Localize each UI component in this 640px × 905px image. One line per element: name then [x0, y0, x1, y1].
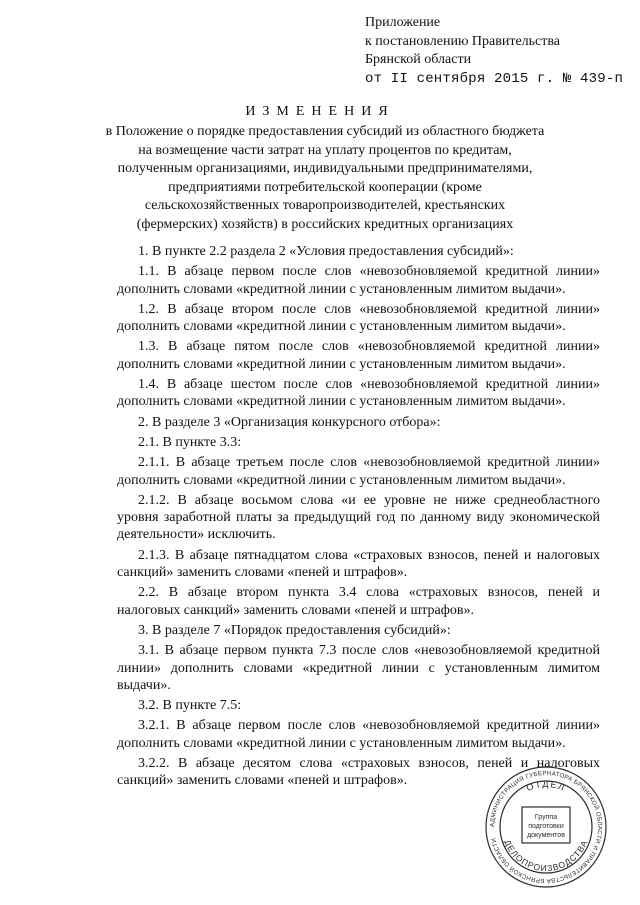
annex-region: Брянской области [365, 52, 472, 67]
paragraph: 3.2. В пункте 7.5: [138, 698, 242, 714]
stamp-center-line: подготовки [528, 823, 564, 830]
paragraph: 2.1.2. В абзаце восьмом слова «и ее уровне не ниже среднеобластного уровня заработной платы за предыдущий год по данному виду экономической деятельности» исключить. [117, 492, 600, 543]
annex-reference: к постановлению Правительства [365, 33, 561, 49]
annex-date-number: от II сентября 2015 г. № 439-п [365, 70, 624, 87]
paragraph: 1.2. В абзаце втором после слов «невозобновляемой кредитной линии» дополнить словами «кредитной линии с установленным лимитом выдачи». [117, 301, 600, 335]
office-stamp [484, 765, 608, 889]
paragraph: 2.1.1. В абзаце третьем после слов «невозобновляемой кредитной линии» дополнить словами «кредитной линии с установленным лимитом выдачи». [117, 455, 600, 488]
stamp-center-line: документов [527, 832, 565, 839]
paragraph: 1.4. В абзаце шестом после слов «невозобновляемой кредитной линии» дополнить словами «кредитной линии с установленным лимитом выдачи». [117, 377, 600, 410]
stamp-center-line: Группа [534, 814, 558, 821]
paragraph: 2.1.3. В абзаце пятнадцатом слова «страховых взносов, пеней и налоговых санкций» заменить словами «пеней и штрафов». [117, 547, 600, 581]
paragraph: 2.1. В пункте 3.3: [138, 434, 242, 450]
stamp-inner-top-text: ОТДЕЛ [524, 778, 568, 794]
stamp-inner-bottom-text: ДЕЛОПРОИЗВОДСТВА [502, 838, 590, 874]
paragraph: 3.2.1. В абзаце первом после слов «невозобновляемой кредитной линии» дополнить словами «кредитной линии с установленным лимитом выдачи». [117, 718, 600, 751]
document-body [117, 243, 600, 790]
paragraph: 3. В разделе 7 «Порядок предоставления субсидий»: [138, 622, 451, 638]
paragraph: 2. В разделе 3 «Организация конкурсного отбора»: [138, 414, 441, 430]
annex-header [365, 14, 625, 88]
paragraph: 3.1. В абзаце первом пункта 7.3 после слов «невозобновляемой кредитной линии» дополнить словами «кредитной линии с установленным лимитом выдачи». [117, 643, 600, 693]
paragraph: 3.2.2. В абзаце десятом слова «страховых взносов, пеней и налоговых санкций» заменить словами «пеней и штрафов». [117, 756, 600, 789]
document-title: ИЗМЕНЕНИЯ [245, 104, 395, 119]
paragraph: 1. В пункте 2.2 раздела 2 «Условия предоставления субсидий»: [138, 244, 514, 259]
paragraph: 1.1. В абзаце первом после слов «невозобновляемой кредитной линии» дополнить словами «кредитной линии с установленным лимитом выдачи». [117, 264, 600, 297]
annex-label: Приложение [365, 15, 441, 30]
paragraph: 1.3. В абзаце пятом после слов «невозобновляемой кредитной линии» дополнить словами «кредитной линии с установленным лимитом выдачи». [117, 339, 600, 372]
paragraph: 2.2. В абзаце втором пункта 3.4 слова «страховых взносов, пеней и налоговых санкций» заменить словами «пеней и штрафов». [117, 585, 600, 618]
document-subtitle: в Положение о порядке предоставления субсидий из областного бюджета на возмещение части затрат на уплату процентов по кредитам, полученным организациями, индивидуальными предпринимателями, предприятиями потребительской кооперации (кроме сельскохозяйственных товаропроизводителей, крестьянских (фермерских) хозяйств) в российских кредитных организациях [105, 124, 545, 232]
stamp-ring-text: АДМИНИСТРАЦИЯ ГУБЕРНАТОРА БРЯНСКОЙ ОБЛАСТИ И ПРАВИТЕЛЬСТВА БРЯНСКОЙ ОБЛАСТИ [488, 769, 604, 885]
